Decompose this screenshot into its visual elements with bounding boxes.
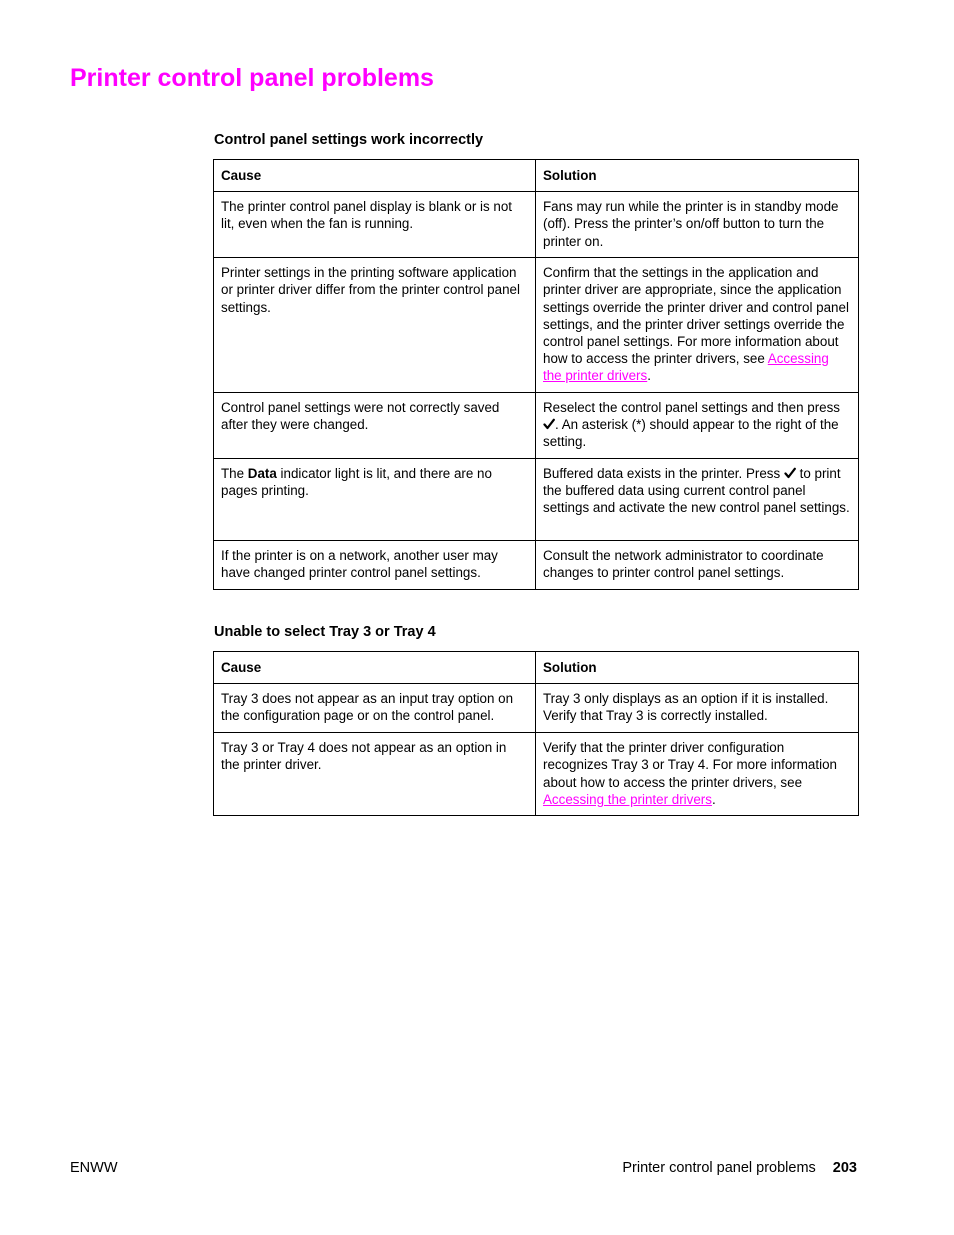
table-row bbox=[214, 258, 859, 392]
page-title: Printer control panel problems bbox=[70, 64, 434, 92]
footer-right bbox=[622, 1158, 857, 1178]
cause-cell: Control panel settings were not correctly saved after they were changed. bbox=[214, 392, 536, 458]
table-row bbox=[214, 392, 859, 458]
solution-column-header: Solution bbox=[536, 652, 859, 684]
table-header-row bbox=[214, 652, 859, 684]
solution-cell: Fans may run while the printer is in standby mode (off). Press the printer’s on/off button to turn the printer on. bbox=[536, 192, 859, 258]
page-number: 203 bbox=[832, 1160, 857, 1176]
cause-cell: Tray 3 or Tray 4 does not appear as an option in the printer driver. bbox=[214, 733, 536, 816]
table-header-row bbox=[214, 160, 859, 192]
solution-cell: Tray 3 only displays as an option if it is installed. Verify that Tray 3 is correctly installed. bbox=[536, 684, 859, 733]
cause-cell: Printer settings in the printing software application or printer driver differ from the printer control panel settings. bbox=[214, 258, 536, 392]
solution-text: Buffered data exists in the printer. Press bbox=[543, 465, 784, 481]
solution-text: Reselect the control panel settings and then press bbox=[543, 399, 841, 415]
cause-cell: The printer control panel display is blank or is not lit, even when the fan is running. bbox=[214, 192, 536, 258]
cause-cell: Tray 3 does not appear as an input tray option on the configuration page or on the control panel. bbox=[214, 684, 536, 733]
section-heading-control-panel-settings: Control panel settings work incorrectly bbox=[214, 132, 484, 148]
table-row bbox=[214, 684, 859, 733]
table-row bbox=[214, 733, 859, 816]
solution-text: Confirm that the settings in the application and printer driver are appropriate, since the application settings override the printer driver and control panel settings, and the printer driver settings override the control panel settings. For more information about how to access the printer drivers, see bbox=[543, 265, 849, 367]
cause-cell bbox=[214, 458, 536, 540]
data-indicator-label: Data bbox=[247, 465, 277, 481]
checkmark-icon bbox=[784, 467, 796, 479]
solution-text-end: to print the buffered data using current control panel settings and activate the new control panel settings. bbox=[543, 465, 850, 516]
solution-cell bbox=[536, 733, 859, 816]
solution-cell: Consult the network administrator to coordinate changes to printer control panel settings. bbox=[536, 540, 859, 589]
checkmark-icon bbox=[543, 418, 555, 430]
cause-cell: If the printer is on a network, another user may have changed printer control panel settings. bbox=[214, 540, 536, 589]
solution-text-end: . bbox=[711, 791, 716, 807]
cause-text-end: indicator light is lit, and there are no pages printing. bbox=[221, 465, 492, 498]
solution-cell bbox=[536, 392, 859, 458]
solution-text-end: . An asterisk (*) should appear to the right of the setting. bbox=[543, 416, 839, 450]
tray-selection-table bbox=[213, 651, 859, 816]
table-row bbox=[214, 192, 859, 258]
accessing-printer-drivers-link[interactable]: Accessing the printer drivers bbox=[543, 791, 712, 807]
solution-text-end: . bbox=[647, 368, 651, 384]
solution-cell bbox=[536, 458, 859, 540]
cause-column-header: Cause bbox=[214, 652, 536, 684]
cause-text: The bbox=[221, 465, 248, 481]
control-panel-settings-table bbox=[213, 159, 859, 590]
footer-left-label: ENWW bbox=[70, 1160, 118, 1176]
cause-column-header: Cause bbox=[214, 160, 536, 192]
solution-column-header: Solution bbox=[536, 160, 859, 192]
solution-cell bbox=[536, 258, 859, 392]
solution-text: Verify that the printer driver configuration recognizes Tray 3 or Tray 4. For more information about how to access the printer drivers, see bbox=[543, 740, 837, 790]
table-row bbox=[214, 540, 859, 589]
section-heading-tray-selection: Unable to select Tray 3 or Tray 4 bbox=[214, 624, 436, 640]
footer-section-title: Printer control panel problems bbox=[622, 1160, 816, 1176]
accessing-printer-drivers-link[interactable]: Accessing the printer drivers bbox=[543, 351, 829, 384]
table-row bbox=[214, 458, 859, 540]
